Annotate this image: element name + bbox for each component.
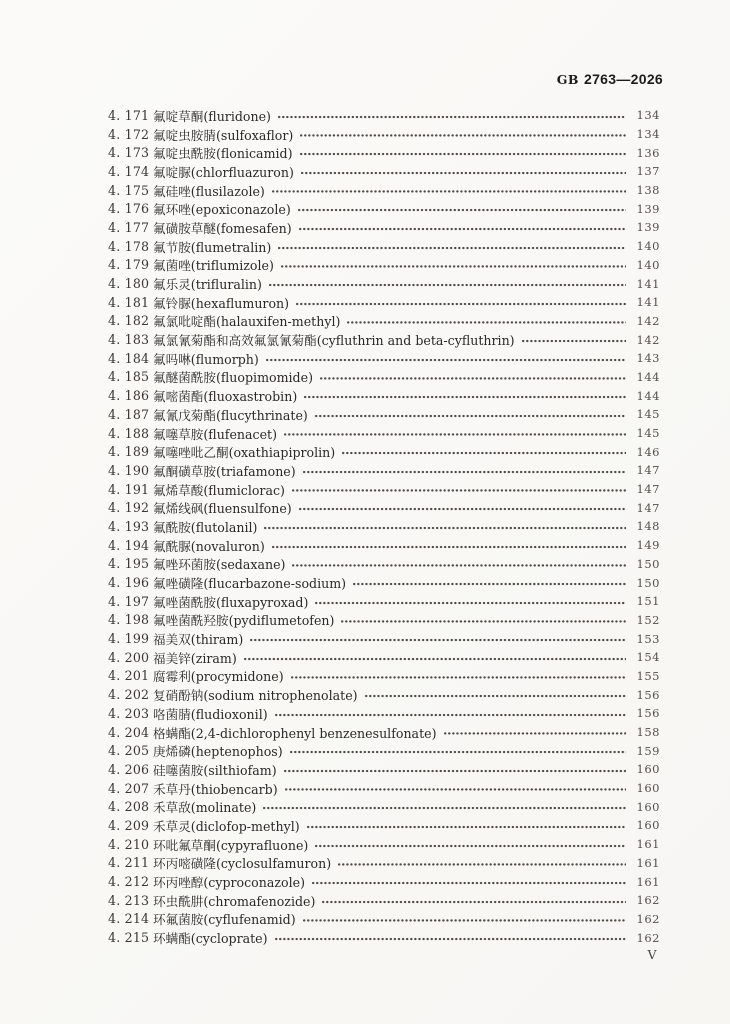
toc-entry-row (108, 573, 660, 592)
toc-entry-row (108, 256, 660, 275)
entry-number: 4. 186 (108, 388, 150, 404)
entry-number: 4. 181 (108, 294, 150, 310)
toc-entry-row (108, 797, 660, 816)
entry-page: 139 (636, 220, 660, 235)
dot-leader (315, 405, 626, 424)
entry-number: 4. 195 (108, 556, 150, 572)
entry-title: 福美双(thiram) (153, 632, 244, 648)
toc-entry-row (108, 536, 660, 555)
toc-entry-row (108, 760, 660, 779)
entry-title: 环丙嘧磺隆(cyclosulfamuron) (153, 856, 332, 872)
dot-leader (353, 573, 626, 592)
entry-title: 环氟菌胺(cyflufenamid) (153, 912, 296, 928)
entry-title: 氟硅唑(flusilazole) (153, 183, 265, 199)
toc-entry-row (108, 555, 660, 574)
toc-list (108, 106, 660, 947)
entry-title: 氟铃脲(hexaflumuron) (153, 295, 290, 311)
standard-code-prefix: GB (556, 72, 579, 87)
entry-page: 161 (636, 855, 660, 870)
dot-leader (285, 779, 626, 798)
entry-number: 4. 190 (108, 462, 150, 478)
entry-title: 咯菌腈(fludioxonil) (153, 706, 268, 722)
dot-leader (264, 517, 626, 536)
entry-number: 4. 213 (108, 892, 150, 908)
dot-leader (312, 872, 626, 891)
entry-number: 4. 194 (108, 537, 150, 553)
dot-leader (322, 891, 626, 910)
toc-entry-row (108, 667, 660, 686)
toc-entry-row (108, 835, 660, 854)
entry-title: 环虫酰肼(chromafenozide) (153, 893, 316, 909)
toc-entry-row (108, 872, 660, 891)
dot-leader (342, 442, 626, 461)
dot-leader (284, 760, 626, 779)
footer-page-number: V (647, 947, 657, 962)
entry-number: 4. 201 (108, 668, 150, 684)
toc-entry-row (108, 181, 660, 200)
toc-entry-row (108, 386, 660, 405)
entry-page: 149 (636, 538, 660, 553)
dot-leader (303, 910, 626, 929)
entry-title: 福美锌(ziram) (153, 650, 237, 666)
entry-page: 162 (636, 893, 660, 908)
entry-title: 氟醚菌酰胺(fluopimomide) (153, 370, 313, 386)
entry-page: 136 (636, 145, 660, 160)
entry-title: 氟氯吡啶酯(halauxifen-methyl) (153, 314, 341, 330)
entry-number: 4. 210 (108, 836, 150, 852)
toc-entry-row (108, 611, 660, 630)
entry-number: 4. 204 (108, 724, 150, 740)
toc-entry-row (108, 442, 660, 461)
entry-page: 161 (636, 874, 660, 889)
dot-leader (281, 256, 626, 275)
dot-leader (365, 685, 626, 704)
entry-title: 环吡氟草酮(cypyrafluone) (153, 837, 309, 853)
entry-number: 4. 199 (108, 631, 150, 647)
entry-number: 4. 198 (108, 612, 150, 628)
entry-title: 氟酰脲(novaluron) (153, 538, 265, 554)
toc-entry-row (108, 480, 660, 499)
toc-entry-row (108, 293, 660, 312)
dot-leader (263, 797, 626, 816)
entry-page: 147 (636, 500, 660, 515)
toc-entry-row (108, 461, 660, 480)
entry-title: 氟啶虫酰胺(flonicamid) (153, 146, 293, 162)
entry-number: 4. 172 (108, 126, 150, 142)
entry-title: 复硝酚钠(sodium nitrophenolate) (153, 688, 358, 704)
toc-entry-row (108, 498, 660, 517)
entry-page: 146 (636, 444, 660, 459)
dot-leader (522, 330, 626, 349)
dot-leader (298, 199, 626, 218)
entry-title: 氟唑环菌胺(sedaxane) (153, 557, 286, 573)
dot-leader (301, 162, 626, 181)
entry-number: 4. 182 (108, 313, 150, 329)
dot-leader (338, 854, 626, 873)
dot-leader (341, 611, 626, 630)
entry-page: 141 (636, 276, 660, 291)
toc-entry-row (108, 704, 660, 723)
entry-page: 159 (636, 743, 660, 758)
toc-entry-row (108, 891, 660, 910)
entry-number: 4. 212 (108, 874, 150, 890)
entry-page: 147 (636, 463, 660, 478)
entry-page: 141 (636, 295, 660, 310)
toc-entry-row (108, 723, 660, 742)
entry-page: 144 (636, 388, 660, 403)
dot-leader (278, 106, 626, 125)
entry-title: 氟氯氰菊酯和高效氟氯氰菊酯(cyfluthrin and beta-cyfluthrin) (153, 333, 515, 349)
entry-page: 154 (636, 650, 660, 665)
entry-page: 145 (636, 407, 660, 422)
entry-title: 庚烯磷(heptenophos) (153, 744, 283, 760)
entry-number: 4. 192 (108, 500, 150, 516)
dot-leader (290, 741, 626, 760)
entry-number: 4. 208 (108, 799, 150, 815)
dot-leader (300, 143, 626, 162)
entry-number: 4. 178 (108, 238, 150, 254)
entry-page: 152 (636, 612, 660, 627)
entry-title: 氟环唑(epoxiconazole) (153, 202, 291, 218)
entry-page: 137 (636, 164, 660, 179)
dot-leader (315, 592, 626, 611)
toc-entry-row (108, 517, 660, 536)
entry-number: 4. 189 (108, 444, 150, 460)
entry-number: 4. 202 (108, 687, 150, 703)
entry-number: 4. 171 (108, 107, 150, 123)
toc-entry-row (108, 592, 660, 611)
entry-title: 氟烯草酸(flumiclorac) (153, 482, 285, 498)
entry-title: 氟啶虫胺腈(sulfoxaflor) (153, 127, 294, 143)
entry-title: 氟磺胺草醚(fomesafen) (153, 220, 292, 236)
toc-entry-row (108, 274, 660, 293)
entry-title: 氟唑磺隆(flucarbazone-sodium) (153, 576, 347, 592)
toc-entry-row (108, 368, 660, 387)
toc-entry-row (108, 199, 660, 218)
entry-number: 4. 180 (108, 276, 150, 292)
dot-leader (292, 555, 626, 574)
toc-entry-row (108, 910, 660, 929)
entry-number: 4. 188 (108, 425, 150, 441)
entry-number: 4. 206 (108, 761, 150, 777)
entry-number: 4. 174 (108, 163, 150, 179)
toc-entry-row (108, 162, 660, 181)
toc-entry-row (108, 648, 660, 667)
entry-number: 4. 200 (108, 649, 150, 665)
entry-number: 4. 191 (108, 481, 150, 497)
entry-page: 160 (636, 762, 660, 777)
dot-leader (303, 461, 626, 480)
entry-number: 4. 193 (108, 518, 150, 534)
entry-title: 环丙唑醇(cyproconazole) (153, 875, 305, 891)
dot-leader (300, 125, 626, 144)
entry-page: 155 (636, 668, 660, 683)
entry-title: 禾草敌(molinate) (153, 800, 257, 816)
entry-number: 4. 185 (108, 369, 150, 385)
entry-number: 4. 196 (108, 575, 150, 591)
entry-title: 格螨酯(2,4-dichlorophenyl benzenesulfonate) (153, 725, 437, 741)
entry-number: 4. 175 (108, 182, 150, 198)
dot-leader (296, 293, 626, 312)
standard-code-header (557, 69, 663, 88)
dot-leader (275, 704, 626, 723)
entry-page: 134 (636, 108, 660, 123)
dot-leader (244, 648, 626, 667)
entry-number: 4. 176 (108, 201, 150, 217)
entry-title: 氟唑菌酰胺(fluxapyroxad) (153, 594, 309, 610)
entry-title: 禾草丹(thiobencarb) (153, 781, 278, 797)
entry-number: 4. 184 (108, 350, 150, 366)
entry-number: 4. 177 (108, 219, 150, 235)
toc-entry-row (108, 143, 660, 162)
entry-page: 140 (636, 257, 660, 272)
entry-page: 153 (636, 631, 660, 646)
dot-leader (304, 386, 626, 405)
entry-page: 147 (636, 482, 660, 497)
entry-number: 4. 183 (108, 332, 150, 348)
entry-title: 氟氰戊菊酯(flucythrinate) (153, 407, 308, 423)
toc-entry-row (108, 741, 660, 760)
entry-page: 160 (636, 781, 660, 796)
entry-page: 140 (636, 239, 660, 254)
entry-title: 氟吗啉(flumorph) (153, 351, 259, 367)
entry-title: 硅噻菌胺(silthiofam) (153, 762, 277, 778)
entry-page: 156 (636, 687, 660, 702)
entry-page: 160 (636, 799, 660, 814)
entry-page: 151 (636, 594, 660, 609)
entry-page: 138 (636, 183, 660, 198)
dot-leader (307, 816, 626, 835)
entry-title: 氟唑菌酰羟胺(pydiflumetofen) (153, 613, 335, 629)
toc-entry-row (108, 125, 660, 144)
entry-page: 145 (636, 426, 660, 441)
dot-leader (347, 312, 626, 331)
toc-entry-row (108, 349, 660, 368)
entry-title: 环螨酯(cycloprate) (153, 931, 268, 947)
dot-leader (284, 424, 626, 443)
entry-title: 氟噻唑吡乙酮(oxathiapiprolin) (153, 445, 336, 461)
entry-page: 150 (636, 556, 660, 571)
toc-entry-row (108, 237, 660, 256)
entry-title: 腐霉利(procymidone) (153, 669, 284, 685)
toc-entry-row (108, 816, 660, 835)
standard-code-number: 2763—2026 (584, 71, 663, 87)
entry-title: 氟啶草酮(fluridone) (153, 108, 271, 124)
entry-title: 禾草灵(diclofop-methyl) (153, 818, 300, 834)
entry-number: 4. 187 (108, 406, 150, 422)
toc-entry-row (108, 218, 660, 237)
entry-number: 4. 207 (108, 780, 150, 796)
entry-page: 161 (636, 837, 660, 852)
entry-page: 134 (636, 127, 660, 142)
entry-page: 158 (636, 725, 660, 740)
entry-number: 4. 209 (108, 817, 150, 833)
dot-leader (266, 349, 626, 368)
entry-page: 143 (636, 351, 660, 366)
entry-title: 氟乐灵(trifluralin) (153, 277, 262, 293)
entry-page: 139 (636, 201, 660, 216)
entry-page: 142 (636, 332, 660, 347)
entry-title: 氟烯线砜(fluensulfone) (153, 501, 292, 517)
toc-entry-row (108, 854, 660, 873)
dot-leader (320, 368, 626, 387)
toc-entry-row (108, 106, 660, 125)
entry-title: 氟噻草胺(flufenacet) (153, 426, 278, 442)
entry-number: 4. 179 (108, 257, 150, 273)
toc-entry-row (108, 424, 660, 443)
dot-leader (272, 181, 626, 200)
dot-leader (292, 480, 626, 499)
toc-entry-row (108, 779, 660, 798)
entry-page: 160 (636, 818, 660, 833)
entry-page: 150 (636, 575, 660, 590)
dot-leader (444, 723, 627, 742)
toc-entry-row (108, 312, 660, 331)
entry-page: 144 (636, 369, 660, 384)
toc-entry-row (108, 928, 660, 947)
entry-page: 148 (636, 519, 660, 534)
entry-number: 4. 203 (108, 705, 150, 721)
dot-leader (275, 928, 626, 947)
entry-title: 氟啶脲(chlorfluazuron) (153, 164, 294, 180)
entry-number: 4. 214 (108, 911, 150, 927)
entry-title: 氟酰胺(flutolanil) (153, 519, 258, 535)
dot-leader (299, 218, 626, 237)
entry-number: 4. 173 (108, 145, 150, 161)
dot-leader (269, 274, 626, 293)
entry-page: 162 (636, 911, 660, 926)
dot-leader (272, 536, 626, 555)
entry-title: 氟菌唑(triflumizole) (153, 258, 274, 274)
dot-leader (315, 835, 626, 854)
dot-leader (250, 629, 626, 648)
toc-entry-row (108, 405, 660, 424)
entry-page: 162 (636, 930, 660, 945)
toc-entry-row (108, 629, 660, 648)
entry-number: 4. 197 (108, 593, 150, 609)
dot-leader (278, 237, 626, 256)
toc-entry-row (108, 685, 660, 704)
dot-leader (291, 667, 626, 686)
entry-number: 4. 205 (108, 743, 150, 759)
entry-title: 氟节胺(flumetralin) (153, 239, 272, 255)
toc-entry-row (108, 330, 660, 349)
entry-page: 142 (636, 313, 660, 328)
entry-number: 4. 211 (108, 855, 150, 871)
entry-title: 氟嘧菌酯(fluoxastrobin) (153, 389, 298, 405)
dot-leader (299, 498, 626, 517)
entry-page: 156 (636, 706, 660, 721)
entry-number: 4. 215 (108, 930, 150, 946)
entry-title: 氟酮磺草胺(triafamone) (153, 463, 296, 479)
